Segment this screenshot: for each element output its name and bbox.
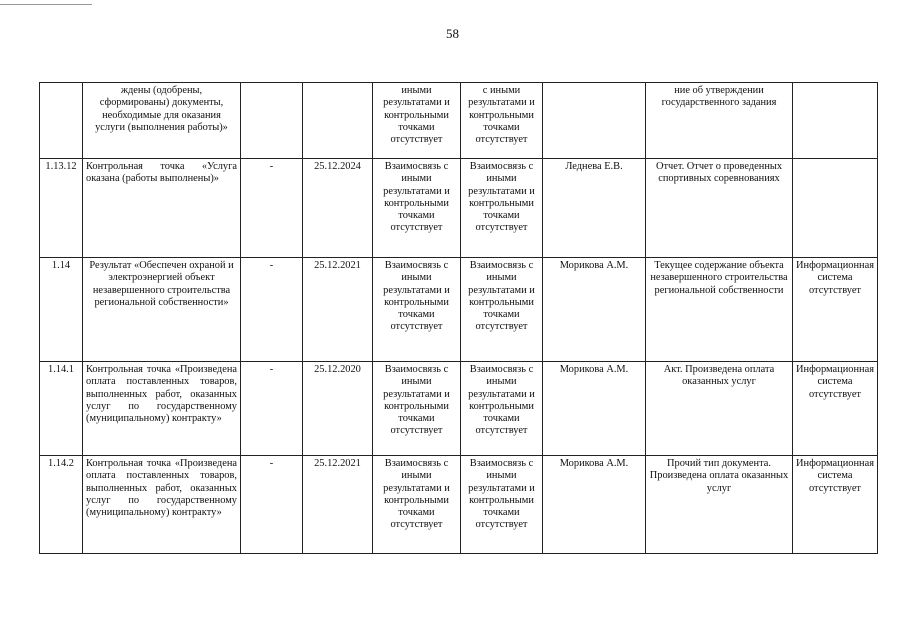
row-name: Контрольная точка «Произведена оплата поставленных товаров, выполненных работ, оказанных услуг по государственному (муниципальному) контракту» bbox=[83, 362, 241, 456]
page-number: 58 bbox=[446, 26, 459, 41]
row-name: Результат «Обеспечен охраной и электроэнергией объект незавершенного строительства региональной собственности» bbox=[83, 258, 241, 362]
table-row bbox=[40, 258, 878, 362]
row-start: - bbox=[241, 258, 303, 362]
row-end: 25.12.2020 bbox=[303, 362, 373, 456]
row-name: Контрольная точка «Произведена оплата поставленных товаров, выполненных работ, оказанных услуг по государственному (муниципальному) контракту» bbox=[83, 456, 241, 554]
row-document: Текущее содержание объекта незавершенного строительства региональной собственности bbox=[646, 258, 793, 362]
row-start bbox=[241, 83, 303, 159]
row-number: 1.14 bbox=[40, 258, 83, 362]
row-prev-link: иными результатами и контрольными точками отсутствует bbox=[373, 83, 461, 159]
row-prev-link: Взаимосвязь с иными результатами и контрольными точками отсутствует bbox=[373, 362, 461, 456]
row-info-system: Информационная система отсутствует bbox=[793, 456, 878, 554]
plan-table bbox=[39, 82, 878, 554]
row-responsible bbox=[543, 83, 646, 159]
row-number: 1.13.12 bbox=[40, 159, 83, 258]
row-number bbox=[40, 83, 83, 159]
row-next-link: Взаимосвязь с иными результатами и контрольными точками отсутствует bbox=[461, 159, 543, 258]
row-next-link: Взаимосвязь с иными результатами и контрольными точками отсутствует bbox=[461, 362, 543, 456]
row-end bbox=[303, 83, 373, 159]
row-name: Контрольная точка «Услуга оказана (работы выполнены)» bbox=[83, 159, 241, 258]
row-responsible: Морикова А.М. bbox=[543, 456, 646, 554]
row-responsible: Морикова А.М. bbox=[543, 258, 646, 362]
row-start: - bbox=[241, 362, 303, 456]
row-next-link: Взаимосвязь с иными результатами и контрольными точками отсутствует bbox=[461, 456, 543, 554]
row-number: 1.14.2 bbox=[40, 456, 83, 554]
table-row bbox=[40, 362, 878, 456]
row-start: - bbox=[241, 456, 303, 554]
row-prev-link: Взаимосвязь с иными результатами и контрольными точками отсутствует bbox=[373, 456, 461, 554]
row-start: - bbox=[241, 159, 303, 258]
row-info-system: Информационная система отсутствует bbox=[793, 362, 878, 456]
row-number: 1.14.1 bbox=[40, 362, 83, 456]
row-end: 25.12.2024 bbox=[303, 159, 373, 258]
row-next-link: с иными результатами и контрольными точками отсутствует bbox=[461, 83, 543, 159]
row-responsible: Леднева Е.В. bbox=[543, 159, 646, 258]
row-info-system bbox=[793, 159, 878, 258]
row-document: Акт. Произведена оплата оказанных услуг bbox=[646, 362, 793, 456]
row-info-system bbox=[793, 83, 878, 159]
row-next-link: Взаимосвязь с иными результатами и контрольными точками отсутствует bbox=[461, 258, 543, 362]
table-row bbox=[40, 83, 878, 159]
row-prev-link: Взаимосвязь с иными результатами и контрольными точками отсутствует bbox=[373, 258, 461, 362]
row-document: Прочий тип документа. Произведена оплата оказанных услуг bbox=[646, 456, 793, 554]
corner-rule bbox=[0, 4, 92, 5]
row-name: ждены (одобрены, сформированы) документы, необходимые для оказания услуги (выполнения работы)» bbox=[83, 83, 241, 159]
row-info-system: Информационная система отсутствует bbox=[793, 258, 878, 362]
row-responsible: Морикова А.М. bbox=[543, 362, 646, 456]
row-document: Отчет. Отчет о проведенных спортивных соревнованиях bbox=[646, 159, 793, 258]
row-prev-link: Взаимосвязь с иными результатами и контрольными точками отсутствует bbox=[373, 159, 461, 258]
row-end: 25.12.2021 bbox=[303, 456, 373, 554]
table-row bbox=[40, 159, 878, 258]
row-document: ние об утверждении государственного задания bbox=[646, 83, 793, 159]
row-end: 25.12.2021 bbox=[303, 258, 373, 362]
table-row bbox=[40, 456, 878, 554]
